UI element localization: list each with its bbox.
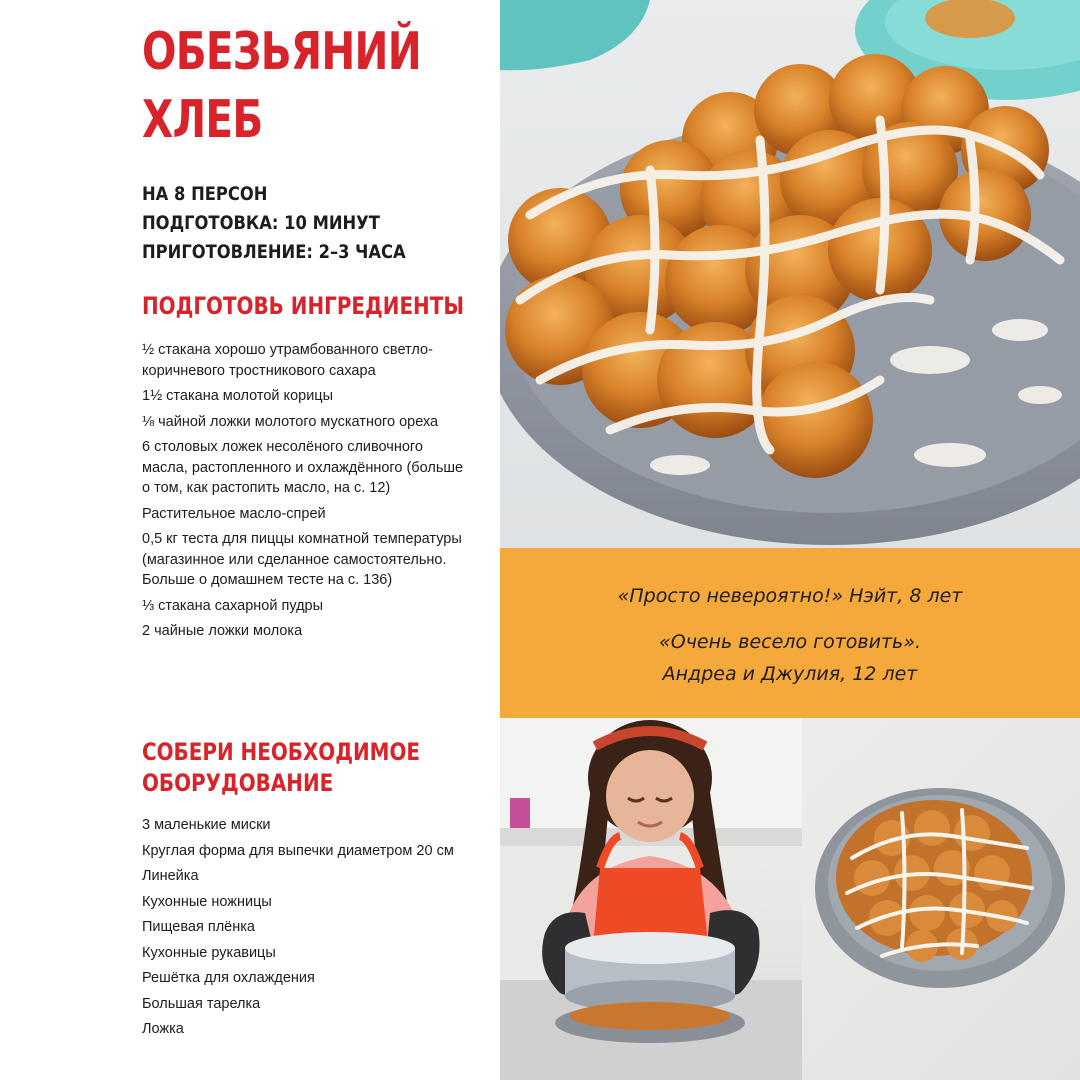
equipment-item: Круглая форма для выпечки диаметром 20 см: [142, 842, 454, 859]
ingredient-item: Растительное масло-спрей: [142, 505, 326, 522]
ingredients-list: [142, 340, 472, 647]
equipment-item: Пищевая плёнка: [142, 919, 255, 935]
equipment-item: Ложка: [142, 1021, 184, 1037]
prep-time: ПОДГОТОВКА: 10 МИНУТ: [142, 212, 380, 234]
ingredient-item: 6 столовых ложек несолёного сливочного масла, растопленного и охлаждённого (больше о том, как растопить масло, на с. 12): [142, 439, 464, 496]
equipment-list: [142, 815, 472, 1045]
ingredient-item: ⅓ стакана сахарной пудры: [142, 597, 324, 614]
recipe-meta: [142, 180, 449, 267]
equipment-item: Кухонные рукавицы: [142, 944, 276, 961]
cook-time: ПРИГОТОВЛЕНИЕ: 2–3 ЧАСА: [142, 241, 406, 263]
equipment-item: Большая тарелка: [142, 995, 261, 1012]
equipment-heading-line2: ОБОРУДОВАНИЕ: [142, 769, 334, 797]
ingredient-item: 2 чайные ложки молока: [142, 623, 303, 639]
ingredient-item: 1½ стакана молотой корицы: [142, 388, 334, 404]
equipment-heading: [142, 737, 420, 799]
equipment-item: Решётка для охлаждения: [142, 970, 315, 986]
recipe-text-column: [0, 0, 500, 1080]
monkey-bread-photo: [500, 0, 1080, 548]
quote-andrea-julia-line1: «Очень весело готовить».: [659, 631, 921, 653]
recipe-title: [142, 18, 421, 154]
equipment-item: 3 маленькие миски: [142, 817, 271, 833]
finished-bread-photo: [802, 718, 1080, 1080]
ingredient-item: ⅛ чайной ложки молотого мускатного ореха: [142, 413, 439, 430]
equipment-item: Кухонные ножницы: [142, 893, 272, 910]
ingredients-heading: ПОДГОТОВЬ ИНГРЕДИЕНТЫ: [142, 292, 464, 320]
quote-andrea-julia: [500, 626, 1080, 690]
equipment-item: Линейка: [142, 868, 199, 884]
quote-nate: «Просто невероятно!» Нэйт, 8 лет: [617, 585, 963, 607]
kid-quotes-band: [500, 548, 1080, 718]
girl-flipping-pan-photo: [500, 718, 802, 1080]
servings: НА 8 ПЕРСОН: [142, 183, 268, 205]
recipe-title-line2: ХЛЕБ: [142, 90, 263, 150]
ingredient-item: ½ стакана хорошо утрамбованного светло-коричневого тростникового сахара: [142, 342, 433, 379]
recipe-title-line1: ОБЕЗЬЯНИЙ: [142, 22, 421, 82]
equipment-heading-line1: СОБЕРИ НЕОБХОДИМОЕ: [142, 738, 421, 766]
quote-andrea-julia-line2: Андреа и Джулия, 12 лет: [662, 663, 918, 685]
ingredient-item: 0,5 кг теста для пиццы комнатной температуры (магазинное или сделанное самостоятельно. Больше о домашнем тесте на с. 136): [142, 531, 462, 588]
